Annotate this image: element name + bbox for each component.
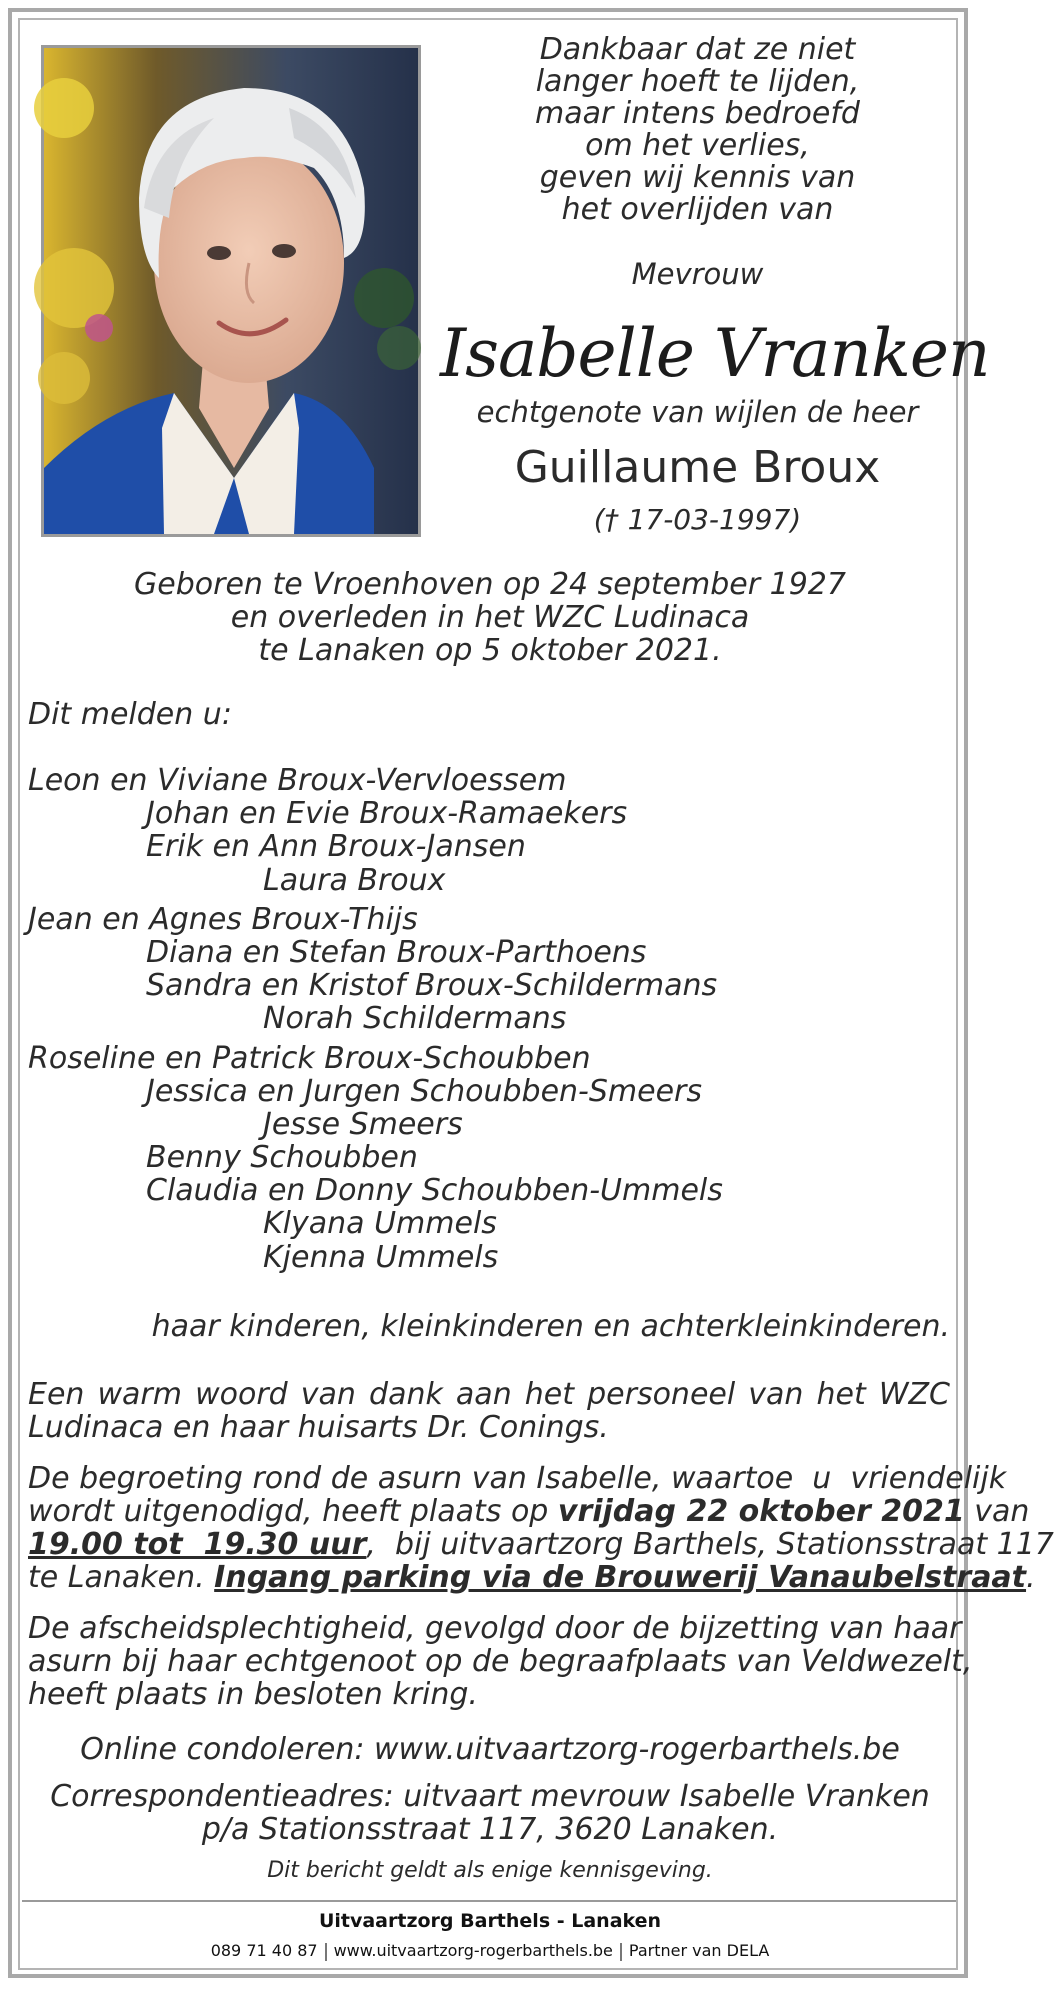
spouse-name: Guillaume Broux [514,442,881,493]
correspondence-line: Correspondentieadres: uitvaart mevrouw Isabelle Vranken [50,1779,930,1814]
family-member: Diana en Stefan Broux-Parthoens [146,934,647,970]
thanks-line: Een warm woord van dank aan het personeel van het WZC [28,1377,950,1412]
family-list [28,764,928,1274]
greeting-date: vrijdag 22 oktober 2021 [557,1494,965,1529]
spouse-dates: († 17-03-1997) [593,503,802,536]
correspondence-address [30,1780,950,1846]
footer-website-link[interactable]: www.uitvaartzorg-rogerbarthels.be [333,1941,613,1960]
family-member: Benny Schoubben [146,1140,418,1176]
birth-line: en overleden in het WZC Ludinaca [230,600,750,635]
title-prefix: Mevrouw [631,257,764,291]
footer-separator [620,1943,622,1961]
family-member: Norah Schildermans [263,1001,567,1037]
farewell-line: heeft plaats in besloten kring. [28,1677,478,1712]
family-member: Jean en Agnes Broux-Thijs [28,901,418,937]
greeting-text: van [964,1494,1030,1529]
intro-line: het overlijden van [561,192,834,227]
family-member: Erik en Ann Broux-Jansen [146,829,526,865]
greeting-text: te Lanaken. [28,1560,215,1595]
family-member: Kjenna Ummels [263,1239,499,1275]
footer-phone: 089 71 40 87 [210,1941,318,1960]
family-member: Jessica en Jurgen Schoubben-Smeers [146,1073,703,1109]
family-member: Laura Broux [263,862,446,898]
greeting-text: , bij uitvaartzorg Barthels, Stationsstraat 117 [366,1527,1054,1562]
birth-line: te Lanaken op 5 oktober 2021. [258,633,722,668]
spouse-intro: echtgenote van wijlen de heer [476,395,919,429]
thanks-paragraph [28,1378,950,1444]
greeting-text: wordt uitgenodigd, heeft plaats op [28,1494,558,1529]
intro-line: geven wij kennis van [539,160,856,195]
greeting-time: 19.00 tot 19.30 uur [28,1527,367,1562]
greeting-line [28,1560,1036,1595]
birth-death-details [30,568,950,667]
portrait-illustration [44,48,418,534]
notice-text: Dit bericht geldt als enige kennisgeving. [267,1858,713,1883]
greeting-line [28,1494,1030,1529]
footer-partner: Partner van DELA [628,1941,770,1960]
family-member: Leon en Viviane Broux-Vervloessem [28,763,567,798]
portrait-photo [41,45,421,537]
farewell-paragraph [28,1611,973,1712]
greeting-paragraph [28,1461,1054,1595]
family-closing: haar kinderen, kleinkinderen en achterkleinkinderen. [151,1309,950,1344]
correspondence-line: p/a Stationsstraat 117, 3620 Lanaken. [201,1812,779,1847]
parking-info: Ingang parking via de Brouwerij Vanaubelstraat [214,1560,1027,1595]
family-member: Sandra en Kristof Broux-Schildermans [146,968,718,1004]
family-member: Claudia en Donny Schoubben-Ummels [146,1173,723,1209]
intro-line: maar intens bedroefd [535,96,860,131]
footer-company: Uitvaartzorg Barthels - Lanaken [318,1910,662,1932]
intro-line: langer hoeft te lijden, [535,64,860,99]
footer-divider [22,1900,956,1902]
intro-line: om het verlies, [585,128,810,163]
greeting-line: De begroeting rond de asurn van Isabelle, waartoe u vriendelijk [28,1461,1007,1496]
family-member: Klyana Ummels [263,1206,497,1242]
birth-line: Geboren te Vroenhoven op 24 september 1927 [134,567,846,602]
family-member: Jesse Smeers [263,1106,463,1142]
intro-text [470,34,925,226]
deceased-name: Isabelle Vranken [440,315,990,392]
farewell-line: asurn bij haar echtgenoot op de begraafplaats van Veldwezelt, [28,1644,973,1679]
announcement: Dit melden u: [28,697,232,732]
thanks-line: Ludinaca en haar huisarts Dr. Conings. [28,1410,609,1445]
farewell-line: De afscheidsplechtigheid, gevolgd door de bijzetting van haar [28,1611,962,1646]
footer-separator [325,1943,327,1961]
family-member: Johan en Evie Broux-Ramaekers [146,796,628,832]
greeting-text: . [1026,1560,1036,1595]
greeting-line [28,1527,1054,1562]
online-condolences: Online condoleren: www.uitvaartzorg-rogerbarthels.be [80,1732,900,1767]
family-member: Roseline en Patrick Broux-Schoubben [28,1040,591,1076]
intro-line: Dankbaar dat ze niet [539,32,856,67]
footer-contact [30,1941,950,1961]
